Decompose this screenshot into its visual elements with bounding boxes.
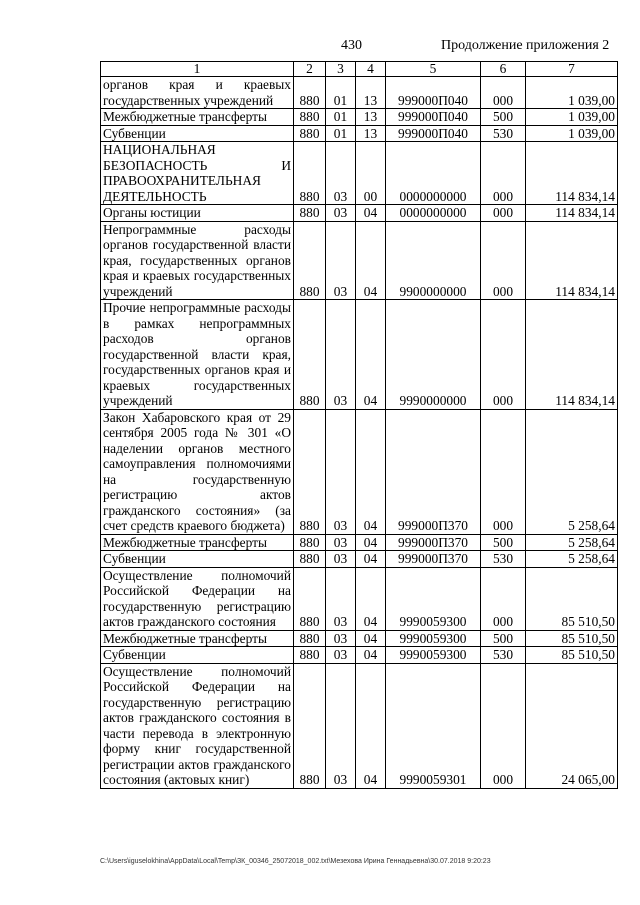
subsection-cell: 13: [356, 77, 386, 109]
subsection-cell: 04: [356, 300, 386, 410]
row-name-cell: Закон Хабаровского края от 29 сентября 2005 года № 301 «О наделении органов местного самоуправления полномочиями на государственную регистрацию актов гражданского состояния» (за счет средств краевого бюджета): [101, 409, 294, 534]
table-row: [101, 551, 618, 568]
table-row: [101, 221, 618, 300]
target-article-cell: 9990059300: [386, 647, 481, 664]
annex-title: Продолжение приложения 2: [441, 38, 610, 53]
target-article-cell: 9900000000: [386, 221, 481, 300]
table-row: [101, 567, 618, 630]
section-cell: 03: [326, 534, 356, 551]
amount-cell: 114 834,14: [526, 300, 618, 410]
section-cell: 03: [326, 142, 356, 205]
row-name-cell: Органы юстиции: [101, 205, 294, 222]
column-header: 2: [294, 62, 326, 77]
column-header: 3: [326, 62, 356, 77]
column-header: 6: [481, 62, 526, 77]
expense-type-cell: 000: [481, 77, 526, 109]
amount-cell: 1 039,00: [526, 125, 618, 142]
expense-type-cell: 000: [481, 409, 526, 534]
target-article-cell: 0000000000: [386, 142, 481, 205]
table-row: [101, 109, 618, 126]
row-name-cell: Осуществление полномочий Российской Федерации на государственную регистрацию актов гражданского состояния: [101, 567, 294, 630]
admin-code-cell: 880: [294, 567, 326, 630]
expense-type-cell: 000: [481, 205, 526, 222]
expense-type-cell: 530: [481, 551, 526, 568]
amount-cell: 1 039,00: [526, 77, 618, 109]
amount-cell: 85 510,50: [526, 567, 618, 630]
amount-cell: 5 258,64: [526, 551, 618, 568]
amount-cell: 114 834,14: [526, 142, 618, 205]
expense-type-cell: 000: [481, 663, 526, 788]
row-name-cell: Межбюджетные трансферты: [101, 630, 294, 647]
target-article-cell: 9990059301: [386, 663, 481, 788]
table-header-row: [101, 62, 618, 77]
file-path-footer: C:\Users\iguselokhina\AppData\Local\Temp\ЗК_00346_25072018_002.txt\Мезехова Ирина Геннадьевна\30.07.2018 9:20:23: [100, 858, 491, 865]
admin-code-cell: 880: [294, 205, 326, 222]
expense-type-cell: 500: [481, 630, 526, 647]
subsection-cell: 04: [356, 630, 386, 647]
row-name-cell: органов края и краевых государственных учреждений: [101, 77, 294, 109]
admin-code-cell: 880: [294, 630, 326, 647]
subsection-cell: 04: [356, 534, 386, 551]
expense-type-cell: 500: [481, 109, 526, 126]
amount-cell: 24 065,00: [526, 663, 618, 788]
subsection-cell: 13: [356, 109, 386, 126]
table-row: [101, 534, 618, 551]
subsection-cell: 04: [356, 567, 386, 630]
column-header: 4: [356, 62, 386, 77]
target-article-cell: 9990059300: [386, 567, 481, 630]
admin-code-cell: 880: [294, 534, 326, 551]
target-article-cell: 999000П040: [386, 109, 481, 126]
subsection-cell: 04: [356, 647, 386, 664]
table-row: [101, 663, 618, 788]
expense-type-cell: 500: [481, 534, 526, 551]
section-cell: 01: [326, 77, 356, 109]
subsection-cell: 04: [356, 205, 386, 222]
admin-code-cell: 880: [294, 77, 326, 109]
row-name-cell: Субвенции: [101, 125, 294, 142]
row-name-cell: Межбюджетные трансферты: [101, 109, 294, 126]
table-row: [101, 647, 618, 664]
admin-code-cell: 880: [294, 300, 326, 410]
column-header: 7: [526, 62, 618, 77]
row-name-cell: НАЦИОНАЛЬНАЯ БЕЗОПАСНОСТЬ И ПРАВООХРАНИТЕЛЬНАЯ ДЕЯТЕЛЬНОСТЬ: [101, 142, 294, 205]
section-cell: 01: [326, 125, 356, 142]
table-row: [101, 77, 618, 109]
table-row: [101, 142, 618, 205]
subsection-cell: 04: [356, 551, 386, 568]
table-row: [101, 205, 618, 222]
admin-code-cell: 880: [294, 663, 326, 788]
section-cell: 03: [326, 205, 356, 222]
admin-code-cell: 880: [294, 409, 326, 534]
column-header: 5: [386, 62, 481, 77]
amount-cell: 114 834,14: [526, 205, 618, 222]
expense-type-cell: 000: [481, 221, 526, 300]
admin-code-cell: 880: [294, 142, 326, 205]
amount-cell: 1 039,00: [526, 109, 618, 126]
row-name-cell: Субвенции: [101, 551, 294, 568]
section-cell: 03: [326, 221, 356, 300]
subsection-cell: 04: [356, 663, 386, 788]
target-article-cell: 999000П040: [386, 77, 481, 109]
section-cell: 03: [326, 567, 356, 630]
subsection-cell: 13: [356, 125, 386, 142]
page-number: 430: [341, 38, 362, 53]
subsection-cell: 04: [356, 409, 386, 534]
column-header: 1: [101, 62, 294, 77]
table-row: [101, 125, 618, 142]
section-cell: 03: [326, 409, 356, 534]
target-article-cell: 999000П370: [386, 551, 481, 568]
admin-code-cell: 880: [294, 125, 326, 142]
budget-table: [100, 61, 618, 789]
subsection-cell: 00: [356, 142, 386, 205]
target-article-cell: 999000П370: [386, 409, 481, 534]
section-cell: 03: [326, 647, 356, 664]
target-article-cell: 999000П370: [386, 534, 481, 551]
expense-type-cell: 000: [481, 567, 526, 630]
row-name-cell: Осуществление полномочий Российской Федерации на государственную регистрацию актов гражданского состояния в части перевода в электронную форму книг государственной регистрации актов гражданского состояния (актовых книг): [101, 663, 294, 788]
expense-type-cell: 000: [481, 300, 526, 410]
row-name-cell: Прочие непрограммные расходы в рамках непрограммных расходов органов государственной власти края, государственных органов края и краевых государственных учреждений: [101, 300, 294, 410]
target-article-cell: 9990000000: [386, 300, 481, 410]
table-row: [101, 630, 618, 647]
admin-code-cell: 880: [294, 109, 326, 126]
expense-type-cell: 530: [481, 647, 526, 664]
section-cell: 03: [326, 300, 356, 410]
admin-code-cell: 880: [294, 221, 326, 300]
subsection-cell: 04: [356, 221, 386, 300]
section-cell: 03: [326, 663, 356, 788]
table-row: [101, 409, 618, 534]
section-cell: 03: [326, 630, 356, 647]
row-name-cell: Субвенции: [101, 647, 294, 664]
section-cell: 01: [326, 109, 356, 126]
row-name-cell: Непрограммные расходы органов государственной власти края, государственных органов края и краевых государственных учреждений: [101, 221, 294, 300]
table-row: [101, 300, 618, 410]
target-article-cell: 0000000000: [386, 205, 481, 222]
amount-cell: 5 258,64: [526, 534, 618, 551]
target-article-cell: 999000П040: [386, 125, 481, 142]
amount-cell: 5 258,64: [526, 409, 618, 534]
expense-type-cell: 530: [481, 125, 526, 142]
row-name-cell: Межбюджетные трансферты: [101, 534, 294, 551]
amount-cell: 114 834,14: [526, 221, 618, 300]
admin-code-cell: 880: [294, 551, 326, 568]
target-article-cell: 9990059300: [386, 630, 481, 647]
admin-code-cell: 880: [294, 647, 326, 664]
expense-type-cell: 000: [481, 142, 526, 205]
amount-cell: 85 510,50: [526, 647, 618, 664]
section-cell: 03: [326, 551, 356, 568]
amount-cell: 85 510,50: [526, 630, 618, 647]
